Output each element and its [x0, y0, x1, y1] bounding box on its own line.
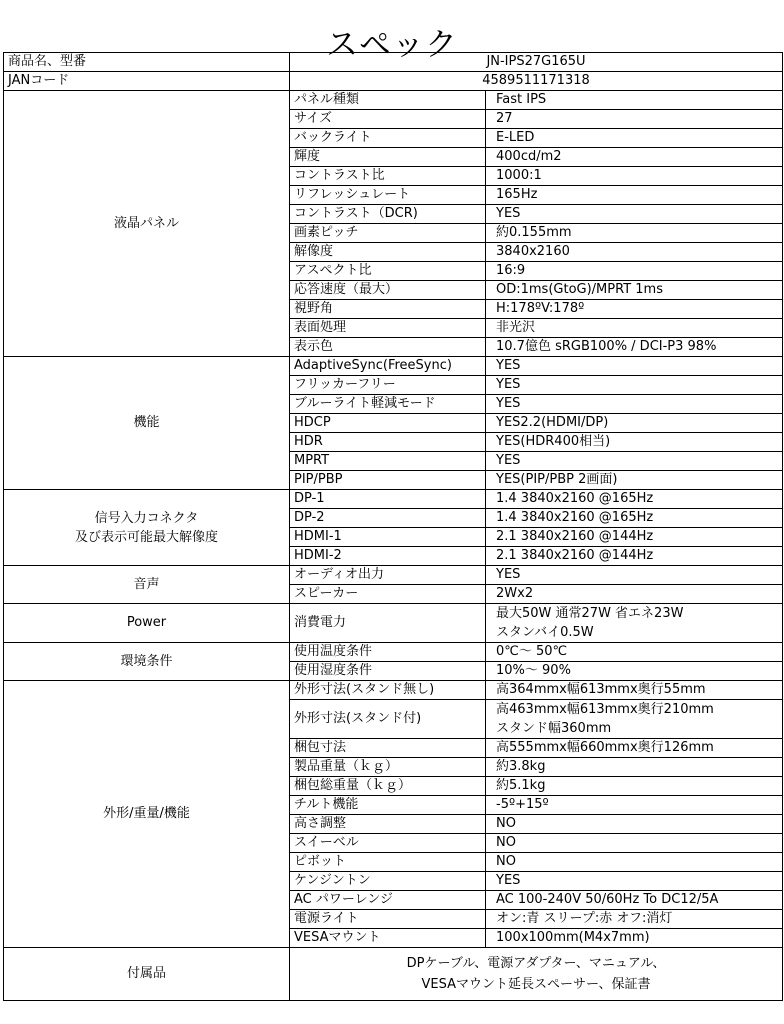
spec-item-label: チルト機能: [290, 796, 486, 815]
spec-item-value-line: 1000:1: [496, 168, 542, 183]
spec-item-label: VESAマウント: [290, 929, 486, 948]
spec-item-value-line: 約5.1kg: [496, 778, 546, 793]
spec-item-label: 使用湿度条件: [290, 662, 486, 681]
spec-item-value-line: オン:青 スリープ:赤 オフ:消灯: [496, 911, 673, 926]
spec-item-value-line: 高463mmx幅613mmx奥行210mm: [496, 702, 714, 717]
table-row: [4, 643, 783, 662]
spec-item-label: ピボット: [290, 853, 486, 872]
spec-item-label: 応答速度（最大）: [290, 281, 486, 300]
spec-item-value: [486, 796, 783, 815]
spec-item-label: サイズ: [290, 110, 486, 129]
spec-item-value-line: YES2.2(HDMI/DP): [496, 415, 609, 430]
table-row: [4, 357, 783, 376]
spec-item-label: 表示色: [290, 338, 486, 357]
spec-item-value-line: 0℃～ 50℃: [496, 644, 568, 659]
spec-item-label: オーディオ出力: [290, 566, 486, 585]
spec-item-value-line: 2.1 3840x2160 @144Hz: [496, 548, 654, 563]
spec-item-value-line: 高364mmx幅613mmx奥行55mm: [496, 682, 706, 697]
spec-item-label: バックライト: [290, 129, 486, 148]
spec-item-value-line: 165Hz: [496, 187, 538, 202]
spec-item-value-line: 10.7億色 sRGB100% / DCI-P3 98%: [496, 339, 717, 354]
spec-item-value: [486, 700, 783, 739]
spec-group-name: [4, 91, 290, 357]
spec-value: 4589511171318: [290, 72, 783, 91]
spec-item-value-line: YES: [496, 206, 521, 221]
spec-item-value-line: AC 100-240V 50/60Hz To DC12/5A: [496, 892, 719, 907]
spec-item-value: [486, 834, 783, 853]
spec-label: 商品名、型番: [4, 53, 290, 72]
spec-item-value: [486, 300, 783, 319]
spec-table: [3, 52, 783, 1001]
spec-item-value-line: YES: [496, 873, 521, 888]
spec-item-value: [486, 148, 783, 167]
table-row: [4, 604, 783, 643]
spec-item-value: [486, 167, 783, 186]
spec-item-label: スピーカー: [290, 585, 486, 604]
spec-item-value-line: 2.1 3840x2160 @144Hz: [496, 529, 654, 544]
spec-item-label: HDR: [290, 433, 486, 452]
spec-item-value-line: 1.4 3840x2160 @165Hz: [496, 510, 654, 525]
spec-item-value-line: 約0.155mm: [496, 225, 572, 240]
spec-item-value-line: Fast IPS: [496, 92, 547, 107]
spec-item-label: 外形寸法(スタンド無し): [290, 681, 486, 700]
spec-item-label: 輝度: [290, 148, 486, 167]
spec-item-value: [486, 872, 783, 891]
spec-table-body: [4, 53, 783, 1001]
table-row: [4, 490, 783, 509]
spec-item-value-line: 16:9: [496, 263, 526, 278]
spec-group-name-line: 環境条件: [120, 653, 173, 669]
spec-item-label: AdaptiveSync(FreeSync): [290, 357, 486, 376]
spec-group-name-line: 機能: [133, 415, 160, 430]
spec-group-name-line: 外形/重量/機能: [103, 806, 190, 821]
spec-item-value-line: 高555mmx幅660mmx奥行126mm: [496, 740, 714, 755]
spec-item-label: HDMI-1: [290, 528, 486, 547]
spec-group-name-line: 液晶パネル: [113, 215, 179, 231]
table-row: [4, 948, 783, 1001]
spec-item-label: 画素ピッチ: [290, 224, 486, 243]
spec-item-label: 外形寸法(スタンド付): [290, 700, 486, 739]
spec-item-value: [486, 758, 783, 777]
spec-item-value-line: 10%～ 90%: [496, 663, 571, 678]
spec-item-label: 視野角: [290, 300, 486, 319]
table-row: [4, 566, 783, 585]
spec-group-name-line: Power: [126, 615, 167, 630]
spec-item-value: [486, 490, 783, 509]
accessories-value-line: DPケーブル、電源アダプター、マニュアル、: [406, 956, 666, 971]
spec-item-value: [486, 395, 783, 414]
spec-group-name: [4, 566, 290, 604]
spec-item-value-line: 2Wx2: [496, 586, 534, 601]
spec-item-label: ブルーライト軽減モード: [290, 395, 486, 414]
spec-group-name: [4, 681, 290, 948]
spec-item-value: [486, 528, 783, 547]
spec-item-value-line: -5º+15º: [496, 797, 549, 812]
spec-item-value-line: OD:1ms(GtoG)/MPRT 1ms: [496, 282, 663, 297]
spec-item-value: [486, 853, 783, 872]
spec-item-value-line: YES: [496, 453, 521, 468]
accessories-label: 付属品: [4, 948, 290, 1001]
accessories-value: [290, 948, 783, 1001]
spec-item-value: [486, 110, 783, 129]
spec-item-value-line: 最大50W 通常27W 省エネ23W: [496, 606, 684, 621]
spec-item-value-line: H:178ºV:178º: [496, 301, 585, 316]
spec-item-label: パネル種類: [290, 91, 486, 110]
spec-item-label: PIP/PBP: [290, 471, 486, 490]
spec-item-value-line: 約3.8kg: [496, 759, 546, 774]
spec-item-label: コントラスト比: [290, 167, 486, 186]
spec-item-value: [486, 186, 783, 205]
spec-item-value: [486, 281, 783, 300]
spec-item-value-line: YES: [496, 358, 521, 373]
spec-item-label: ケンジントン: [290, 872, 486, 891]
table-row: [4, 72, 783, 91]
spec-item-value-line: E-LED: [496, 130, 535, 145]
spec-item-value-line: NO: [496, 816, 516, 831]
table-row: [4, 53, 783, 72]
spec-item-value: [486, 662, 783, 681]
spec-item-value: [486, 891, 783, 910]
accessories-value-line: VESAマウント延長スペーサー、保証書: [421, 977, 651, 992]
spec-item-label: 高さ調整: [290, 815, 486, 834]
spec-item-value: [486, 585, 783, 604]
spec-item-value: [486, 319, 783, 338]
spec-value: JN-IPS27G165U: [290, 53, 783, 72]
spec-item-label: 梱包寸法: [290, 739, 486, 758]
spec-item-value-line: 非光沢: [496, 320, 536, 335]
spec-item-value: [486, 433, 783, 452]
table-row: [4, 91, 783, 110]
spec-item-value: [486, 452, 783, 471]
spec-item-value: [486, 91, 783, 110]
spec-item-value-line: 100x100mm(M4x7mm): [496, 930, 650, 945]
spec-group-name: [4, 490, 290, 566]
spec-item-value: [486, 376, 783, 395]
spec-item-value: [486, 566, 783, 585]
spec-item-value: [486, 224, 783, 243]
spec-item-value-line: スタンド幅360mm: [496, 721, 612, 736]
spec-item-label: 解像度: [290, 243, 486, 262]
spec-item-label: 消費電力: [290, 604, 486, 643]
spec-item-value: [486, 681, 783, 700]
spec-item-value-line: NO: [496, 854, 516, 869]
spec-item-label: DP-1: [290, 490, 486, 509]
spec-group-name-line: 及び表示可能最大解像度: [74, 529, 218, 545]
spec-item-label: HDMI-2: [290, 547, 486, 566]
spec-item-value-line: YES: [496, 377, 521, 392]
spec-item-value-line: YES(PIP/PBP 2画面): [496, 472, 618, 487]
spec-item-value: [486, 815, 783, 834]
spec-item-label: AC パワーレンジ: [290, 891, 486, 910]
spec-item-value: [486, 338, 783, 357]
spec-item-value-line: 27: [496, 111, 513, 126]
spec-item-label: 表面処理: [290, 319, 486, 338]
spec-item-label: アスペクト比: [290, 262, 486, 281]
spec-item-value: [486, 509, 783, 528]
page-title: スペック: [325, 25, 458, 64]
spec-item-value-line: YES: [496, 396, 521, 411]
spec-item-value-line: NO: [496, 835, 516, 850]
spec-item-label: リフレッシュレート: [290, 186, 486, 205]
spec-item-value: [486, 243, 783, 262]
spec-item-label: 梱包総重量（ｋｇ）: [290, 777, 486, 796]
spec-item-label: MPRT: [290, 452, 486, 471]
spec-item-value: [486, 643, 783, 662]
spec-item-value: [486, 414, 783, 433]
spec-item-value: [486, 739, 783, 758]
spec-item-value: [486, 777, 783, 796]
spec-item-value: [486, 205, 783, 224]
spec-item-value: [486, 357, 783, 376]
spec-item-label: 製品重量（ｋｇ）: [290, 758, 486, 777]
spec-group-name: [4, 357, 290, 490]
spec-item-label: HDCP: [290, 414, 486, 433]
spec-item-value-line: 1.4 3840x2160 @165Hz: [496, 491, 654, 506]
spec-item-label: コントラスト（DCR): [290, 205, 486, 224]
spec-item-value-line: 400cd/m2: [496, 149, 562, 164]
spec-item-value: [486, 547, 783, 566]
spec-item-value: [486, 262, 783, 281]
table-row: [4, 681, 783, 700]
spec-group-name-line: 信号入力コネクタ: [94, 510, 199, 526]
spec-item-value: [486, 929, 783, 948]
spec-item-value-line: スタンバイ0.5W: [496, 625, 594, 640]
spec-item-value-line: 3840x2160: [496, 244, 570, 259]
spec-item-label: フリッカーフリー: [290, 376, 486, 395]
spec-item-label: DP-2: [290, 509, 486, 528]
spec-item-value-line: YES(HDR400相当): [496, 434, 611, 449]
spec-item-label: 使用温度条件: [290, 643, 486, 662]
spec-item-value: [486, 604, 783, 643]
spec-label: JANコード: [4, 72, 290, 91]
spec-item-value: [486, 910, 783, 929]
spec-item-value: [486, 471, 783, 490]
spec-item-label: スイーベル: [290, 834, 486, 853]
spec-item-value-line: YES: [496, 567, 521, 582]
spec-group-name: [4, 604, 290, 643]
spec-group-name: [4, 643, 290, 681]
spec-group-name-line: 音声: [133, 576, 160, 592]
spec-item-label: 電源ライト: [290, 910, 486, 929]
spec-item-value: [486, 129, 783, 148]
